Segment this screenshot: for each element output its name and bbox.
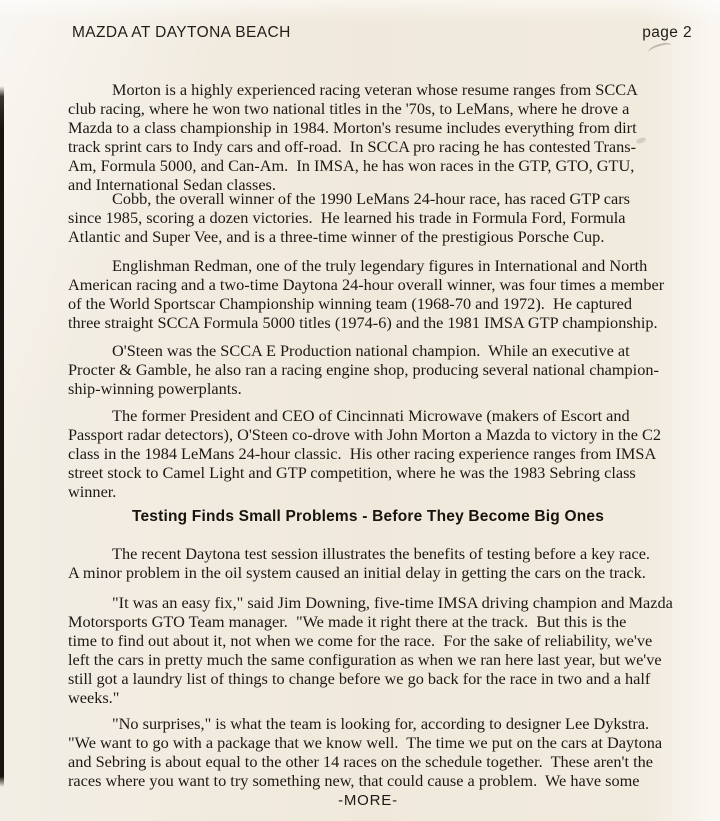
paragraph-downing-quote xyxy=(68,593,673,707)
text-line: Mazda to a class championship in 1984. Morton's resume includes everything from dirt xyxy=(68,118,637,137)
text-line: Am, Formula 5000, and Can-Am. In IMSA, he has won races in the GTP, GTO, GTU, xyxy=(68,156,635,175)
paragraph-osteen-bio xyxy=(68,341,668,398)
text-line: Atlantic and Super Vee, and is a three-time winner of the prestigious Porsche Cup. xyxy=(68,227,605,246)
text-line: races where you want to try something new, that could cause a problem. We have some xyxy=(68,771,640,790)
text-line: three straight SCCA Formula 5000 titles (1974-6) and the 1981 IMSA GTP championship. xyxy=(68,313,658,332)
scan-edge-artifact xyxy=(0,86,4,787)
text-line: Morton is a highly experienced racing veteran whose resume ranges from SCCA xyxy=(112,80,638,99)
text-line: left the cars in pretty much the same configuration as when we ran here last year, but we've xyxy=(68,650,662,669)
page-continuation-marker: -MORE- xyxy=(338,792,398,809)
paragraph-osteen-career xyxy=(68,406,668,501)
text-line: The recent Daytona test session illustrates the benefits of testing before a key race. xyxy=(112,544,650,563)
document-title: MAZDA AT DAYTONA BEACH xyxy=(72,24,291,41)
text-line: Procter & Gamble, he also ran a racing engine shop, producing several national champion- xyxy=(68,360,659,379)
crease-mark xyxy=(647,41,673,57)
section-heading: Testing Finds Small Problems - Before They Become Big Ones xyxy=(131,508,605,525)
text-line: American racing and a two-time Daytona 24-hour overall winner, was four times a member xyxy=(68,275,665,294)
text-line: of the World Sportscar Championship winning team (1968-70 and 1972). He captured xyxy=(68,294,633,313)
text-line: and Sebring is about equal to the other 14 races on the schedule together. These aren't the xyxy=(68,752,653,771)
text-line: weeks." xyxy=(68,688,120,707)
text-line: ship-winning powerplants. xyxy=(68,379,242,398)
text-line: since 1985, scoring a dozen victories. He learned his trade in Formula Ford, Formula xyxy=(68,208,626,227)
paragraph-dykstra-quote xyxy=(68,714,668,790)
paragraph-test-session xyxy=(68,544,668,582)
text-line: club racing, where he won two national titles in the '70s, to LeMans, where he drove a xyxy=(68,99,630,118)
text-line: Passport radar detectors), O'Steen co-drove with John Morton a Mazda to victory in the C2 xyxy=(68,425,661,444)
text-line: O'Steen was the SCCA E Production national champion. While an executive at xyxy=(112,341,630,360)
text-line: Motorsports GTO Team manager. "We made it right there at the track. But this is the xyxy=(68,612,627,631)
page-number: page 2 xyxy=(642,24,692,41)
text-line: and International Sedan classes. xyxy=(68,175,276,194)
text-line: "We want to go with a package that we know well. The time we put on the cars at Daytona xyxy=(68,733,663,752)
text-line: Englishman Redman, one of the truly legendary figures in International and North xyxy=(112,256,648,275)
text-line: winner. xyxy=(68,482,117,501)
text-line: track sprint cars to Indy cars and off-road. In SCCA pro racing he has contested Trans- xyxy=(68,137,637,156)
text-line: street stock to Camel Light and GTP competition, where he was the 1983 Sebring class xyxy=(68,463,636,482)
text-line: "No surprises," is what the team is looking for, according to designer Lee Dykstra. xyxy=(112,714,650,733)
paragraph-cobb-bio xyxy=(68,189,668,246)
text-line: "It was an easy fix," said Jim Downing, five-time IMSA driving champion and Mazda xyxy=(112,593,673,612)
paragraph-redman-bio xyxy=(68,256,668,332)
text-line: A minor problem in the oil system caused an initial delay in getting the cars on the track. xyxy=(68,563,646,582)
text-line: The former President and CEO of Cincinnati Microwave (makers of Escort and xyxy=(112,406,630,425)
text-line: still got a laundry list of things to change before we go back for the race in two and a half xyxy=(68,669,651,688)
text-line: Cobb, the overall winner of the 1990 LeMans 24-hour race, has raced GTP cars xyxy=(112,189,630,208)
text-line: time to find out about it, not when we come for the race. For the sake of reliability, we've xyxy=(68,631,653,650)
page-header xyxy=(72,24,692,42)
text-line: class in the 1984 LeMans 24-hour classic. His other racing experience ranges from IMSA xyxy=(68,444,657,463)
paragraph-morton-bio xyxy=(68,80,668,194)
